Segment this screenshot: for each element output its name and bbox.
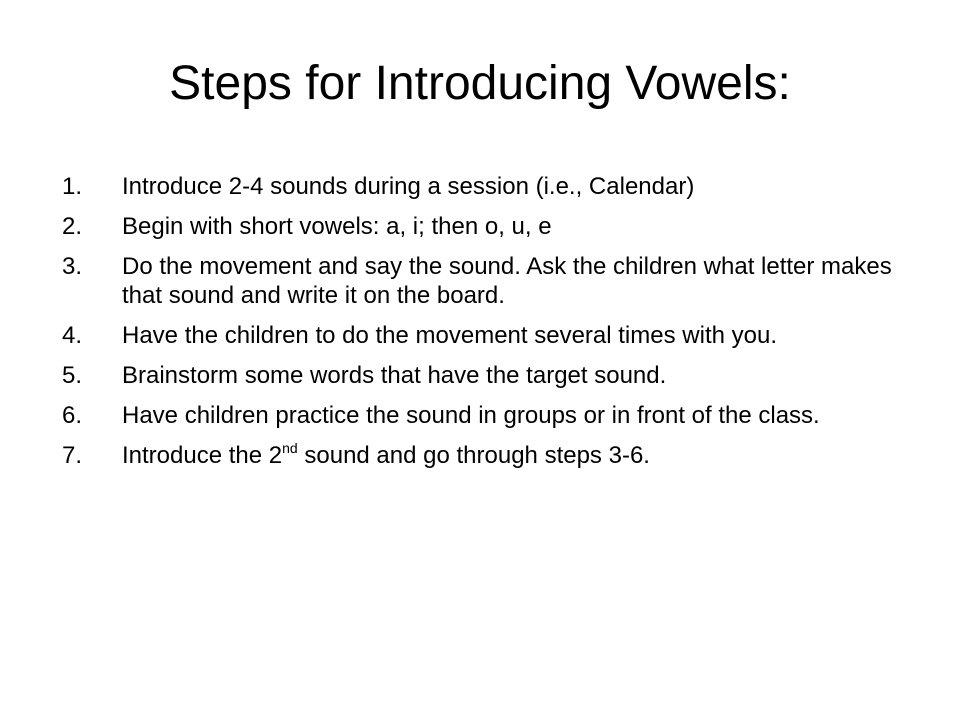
list-item-7 [62, 441, 922, 470]
list-item-2 [62, 212, 922, 241]
step-text: Have the children to do the movement several times with you. [122, 322, 777, 349]
step-text: Do the movement and say the sound. Ask the children what letter makes that sound and write it on the board. [122, 253, 892, 309]
list-item-3 [62, 252, 922, 310]
step-number: 5. [62, 362, 83, 389]
step-number: 1. [62, 173, 83, 200]
steps-list [62, 172, 922, 481]
step-text: Introduce 2-4 sounds during a session (i.e., Calendar) [122, 173, 695, 200]
step-number: 6. [62, 402, 83, 429]
step-number: 7. [62, 442, 83, 469]
ordinal-superscript: nd [282, 440, 298, 456]
step-text: Brainstorm some words that have the target sound. [122, 362, 667, 389]
step-text [122, 441, 922, 470]
step-number: 2. [62, 213, 83, 240]
list-item-6 [62, 401, 922, 430]
step-number: 4. [62, 322, 83, 349]
list-item-5 [62, 361, 922, 390]
step-text-before: Introduce the 2 [122, 442, 283, 469]
slide-title: Steps for Introducing Vowels: [169, 57, 791, 110]
step-text: Begin with short vowels: a, i; then o, u, e [122, 213, 552, 240]
step-text-after: sound and go through steps 3-6. [297, 442, 650, 469]
list-item-1 [62, 172, 922, 201]
step-text: Have children practice the sound in groups or in front of the class. [122, 402, 820, 429]
list-item-4 [62, 321, 922, 350]
step-number: 3. [62, 253, 83, 280]
